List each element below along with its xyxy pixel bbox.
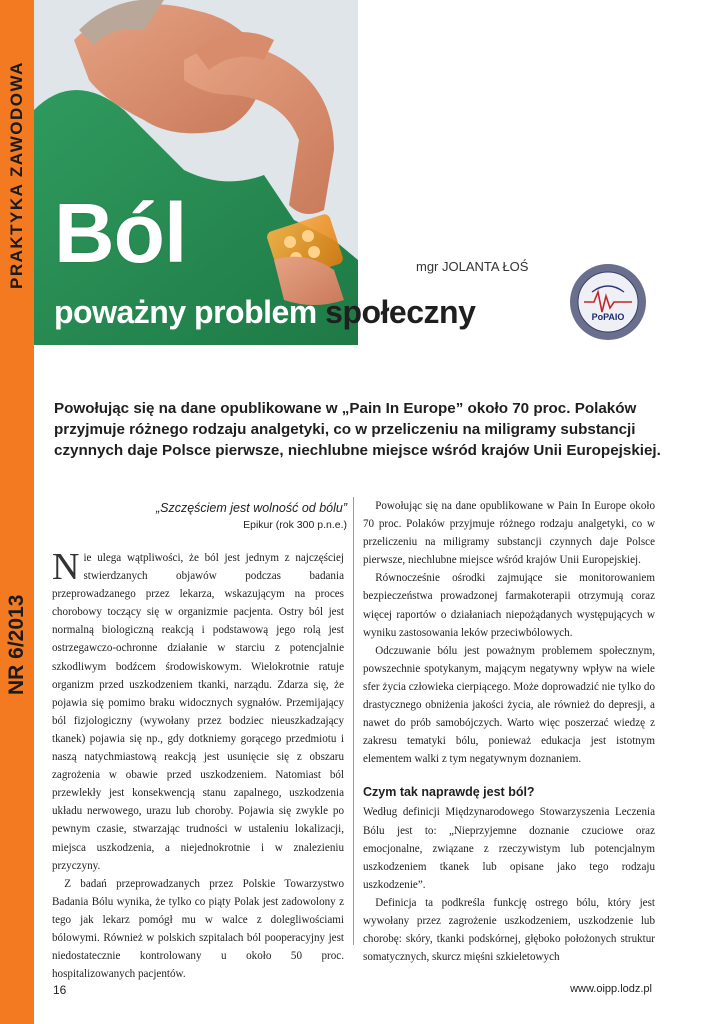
left-column [52, 546, 344, 983]
section-label: PRAKTYKA ZAWODOWA [7, 61, 26, 289]
lead-paragraph: Powołując się na dane opublikowane w „Pain In Europe” około 70 proc. Polaków przyjmuje różnego rodzaju analgetyki, co w przeliczeniu na miligramy substancji czynnych daje Polsce pierwsze, niechlubne miejsce wśród krajów Unii Europejskiej. [54, 400, 661, 459]
subtitle-part-dark: społeczny [325, 294, 476, 330]
author-byline: mgr JOLANTA ŁOŚ [416, 259, 529, 274]
section-heading: Czym tak naprawdę jest ból? [363, 785, 535, 800]
page-number: 16 [53, 983, 67, 997]
paragraph-text: ie ulega wątpliwości, że ból jest jednym z najczęściej stwierdzanych objawów podczas badania przeprowadzanego przez lekarza, wskazującym na proces chorobowy toczący się w organizmie pacjenta. Ostry ból jest normalną biologiczną reakcją i podstawową jego rolą jest ostrzegawczo-ochronne działanie w starciu z potencjalnie szkodliwym bodźcem środowiskowym. Wielokrotnie ratuje organizm przed uszkodzeniem tkanki, narządu. Zdarza się, że pojawia się pomimo braku widocznych sygnałów. Przemijający ból fizjologiczny (wywołany przez bodziec nieuszkadzający tkanek) pojawia się np., gdy dotkniemy gorącego przedmiotu i naszą natychmiastową reakcją jest usunięcie się z obszaru zagrożenia w obawie przed uszkodzeniem. Natomiast ból przewlekły jest konsekwencją stanu zapalnego, uszkodzenia układu nerwowego, urazu lub choroby. Pojawia się zwykle po pewnym czasie, stwarzając trudności w ustaleniu lokalizacji, miejsca uszkodzenia, a niejednokrotnie i w znalezieniu przyczyny. [52, 552, 344, 872]
issue-label: NR 6/2013 [5, 594, 28, 696]
paragraph: Definicja ta podkreśla funkcję ostrego bólu, który jest wywołany przez zagrożenie uszkodzeniem, uszkodzenie lub chorobę: skóry, tkanki podskórnej, głęboko położonych struktur somatycznych, skurcz mięśni szkieletowych [363, 896, 655, 964]
epigraph-quote: „Szczęściem jest wolność od bólu” [155, 501, 347, 515]
subtitle-part-white: poważny problem [54, 294, 317, 330]
article-subtitle [54, 292, 475, 332]
epigraph [156, 500, 347, 534]
svg-text:PoPAIO: PoPAIO [591, 312, 625, 322]
paragraph: Równocześnie ośrodki zajmujące sie monitorowaniem bezpieczeństwa prowadzonej farmakoterapii otrzymują coraz więcej raportów o działaniach niepożądanych występujących w wyniku zastosowania leków przeciwbólowych. [363, 572, 655, 639]
paragraph: Według definicji Międzynarodowego Stowarzyszenia Leczenia Bólu jest to: „Nieprzyjemne doznanie czuciowe oraz emocjonalne, związane z rzeczywistym lub potencjalnym uszkodzeniem tkanek lub opisane jako tego rodzaju uszkodzenie”. [363, 806, 655, 891]
paragraph: Z badań przeprowadzanych przez Polskie Towarzystwo Badania Bólu wynika, że tylko co piąty Polak jest zadowolony z tego jak lekarz pomógł mu w walce z dolegliwościami bólowymi. Również w polskich szpitalach ból pooperacyjny jest niedostatecznie kontrolowany u około 50 proc. hospitalizowanych pacjentów. [52, 877, 344, 981]
paragraph: Odczuwanie bólu jest poważnym problemem społecznym, powszechnie spotykanym, mającym negatywny wpływ na wiele sfer życia człowieka cierpiącego. Może doprowadzić nie tylko do drastycznego obniżenia jakości życia, ale również do depresji, a nawet do prób samobójczych. Warto więc poszerzać wiedzę z zakresu tematyki bólu, ponieważ edukacja jest istotnym elementem walki z tym negatywnym doznaniem. [363, 644, 655, 766]
column-divider [353, 497, 354, 945]
epigraph-source: Epikur (rok 300 p.n.e.) [243, 519, 347, 531]
orange-sidebar [0, 0, 34, 1024]
society-seal-logo [568, 262, 648, 342]
paragraph [52, 546, 344, 875]
paragraph: Powołując się na dane opublikowane w Pain In Europe około 70 proc. Polaków przyjmuje różnego rodzaju analgetyki, co w przeliczeniu na miligramy substancji czynnych daje Polsce pierwsze, niechlubne miejsce wśród krajów Unii Europejskiej. [363, 500, 655, 567]
website-url: www.oipp.lodz.pl [570, 983, 652, 995]
right-column [363, 497, 655, 966]
dropcap: N [52, 546, 80, 588]
article-title: Ból [54, 186, 187, 280]
